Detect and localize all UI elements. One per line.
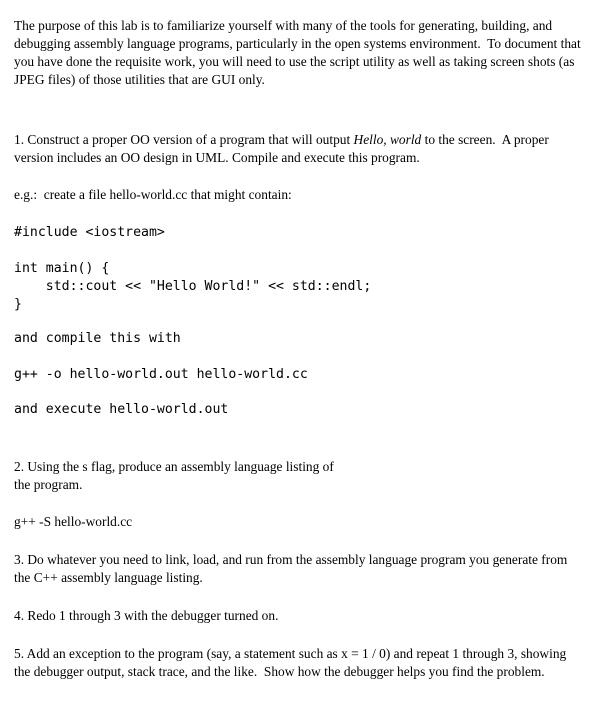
intro-paragraph: The purpose of this lab is to familiarize yourself with many of the tools for generating, building, and debugging assembly language programs, particularly in the open systems environment. To document that you have done the requisite work, you will need to use the script utility as well as taking screen shots (as JPEG files) of those utilities that are GUI only. bbox=[14, 18, 585, 87]
example-intro: e.g.: create a file hello-world.cc that might contain: bbox=[14, 187, 292, 202]
step-5-paragraph: 5. Add an exception to the program (say, a statement such as x = 1 / 0) and repeat 1 through 3, showing the debugger output, stack trace, and the like. Show how the debugger helps you find the problem. bbox=[14, 646, 570, 679]
step-3-paragraph: 3. Do whatever you need to link, load, and run from the assembly language program you generate from the C++ assembly language listing. bbox=[14, 552, 571, 585]
step-2-line-2: the program. bbox=[14, 477, 83, 492]
execute-instruction: and execute hello-world.out bbox=[14, 402, 229, 417]
code-main-close-line: } bbox=[14, 297, 22, 312]
step-1-emphasis: Hello, world bbox=[353, 132, 422, 147]
step-4-paragraph: 4. Redo 1 through 3 with the debugger turned on. bbox=[14, 608, 279, 623]
step-1-rest: to the screen. A proper version includes an OO design in UML. Compile and execute this program. bbox=[14, 132, 553, 165]
code-cout-line: std::cout << "Hello World!" << std::endl; bbox=[14, 279, 372, 294]
code-include-line: #include <iostream> bbox=[14, 225, 165, 240]
step-1-lead: 1. Construct a proper OO version of a program that will output bbox=[14, 132, 354, 147]
code-main-open-line: int main() { bbox=[14, 261, 110, 276]
compile-instruction: and compile this with bbox=[14, 331, 181, 346]
compile-command: g++ -o hello-world.out hello-world.cc bbox=[14, 367, 308, 382]
step-2-line-1: 2. Using the s flag, produce an assembly language listing of bbox=[14, 459, 334, 474]
step-2-command: g++ -S hello-world.cc bbox=[14, 514, 133, 529]
step-1-paragraph bbox=[14, 131, 585, 167]
